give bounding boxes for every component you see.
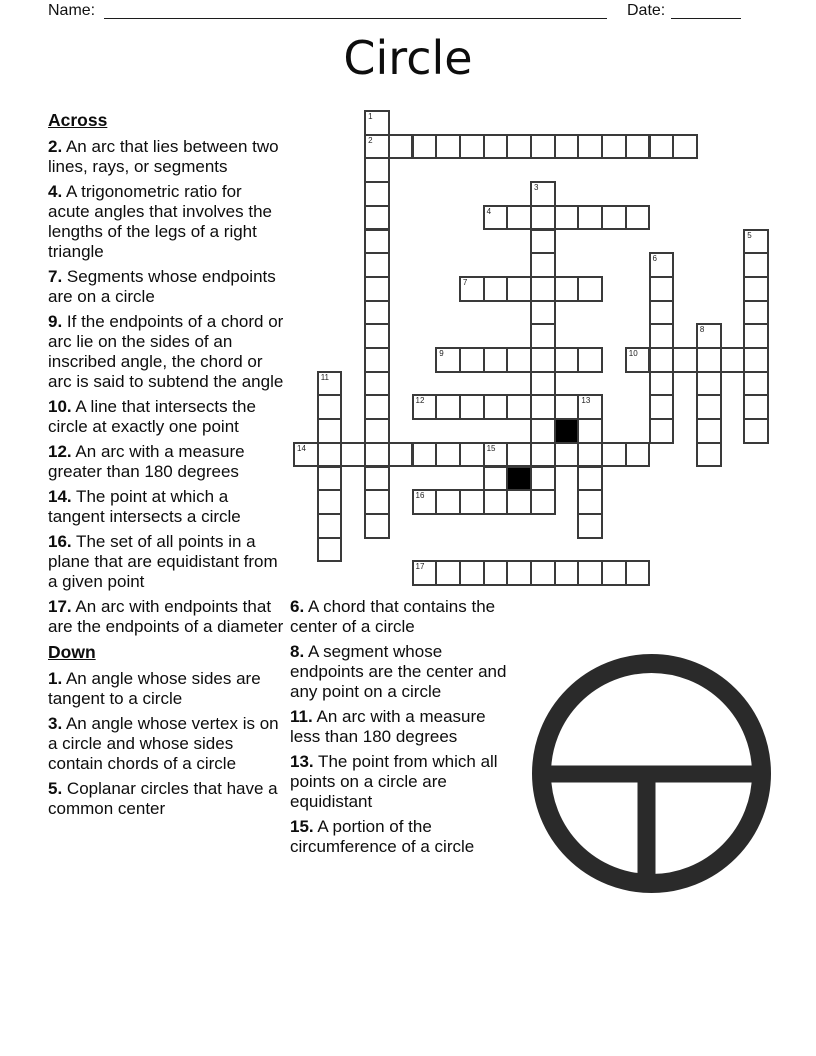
- grid-cell-r13c12[interactable]: [577, 418, 603, 444]
- clue-text: A line that intersects the circle at exactly one point: [48, 397, 256, 436]
- grid-cell-r12c15[interactable]: [649, 394, 675, 420]
- clue-text: An angle whose sides are tangent to a circle: [48, 669, 261, 708]
- clue-number: 8.: [290, 642, 305, 661]
- grid-cell-r4c12[interactable]: [577, 205, 603, 231]
- grid-cell-r10c18[interactable]: [720, 347, 746, 373]
- cell-number-6: 6: [652, 254, 657, 264]
- grid-cell-r9c15[interactable]: [649, 323, 675, 349]
- grid-cell-r19c11[interactable]: [554, 560, 580, 586]
- grid-cell-r5c19[interactable]: [743, 229, 769, 255]
- down-clue-list-part1: [48, 669, 286, 819]
- grid-cell-r6c3[interactable]: [364, 252, 390, 278]
- clue-text: A segment whose endpoints are the center and any point on a circle: [290, 642, 507, 701]
- grid-cell-r12c17[interactable]: [696, 394, 722, 420]
- grid-cell-r15c12[interactable]: [577, 466, 603, 492]
- grid-cell-r14c4[interactable]: [388, 442, 414, 468]
- grid-cell-r12c3[interactable]: [364, 394, 390, 420]
- circle-diameter-radius-figure-icon: [531, 653, 772, 894]
- grid-cell-r14c6[interactable]: [435, 442, 461, 468]
- grid-cell-r10c17[interactable]: [696, 347, 722, 373]
- grid-cell-r6c19[interactable]: [743, 252, 769, 278]
- clue-text: An arc with a measure greater than 180 degrees: [48, 442, 245, 481]
- grid-cell-r14c2[interactable]: [340, 442, 366, 468]
- grid-cell-r16c10[interactable]: [530, 489, 556, 515]
- grid-cell-r12c19[interactable]: [743, 394, 769, 420]
- clue-number: 12.: [48, 442, 72, 461]
- grid-cell-r9c17[interactable]: [696, 323, 722, 349]
- cell-number-16: 16: [415, 491, 425, 501]
- grid-cell-r14c17[interactable]: [696, 442, 722, 468]
- grid-cell-r16c5[interactable]: [412, 489, 438, 515]
- date-label: Date:: [627, 2, 666, 19]
- grid-cell-r4c11[interactable]: [554, 205, 580, 231]
- grid-cell-r7c7[interactable]: [459, 276, 485, 302]
- clue-item-8: [290, 642, 518, 702]
- grid-cell-r13c3[interactable]: [364, 418, 390, 444]
- grid-cell-r15c8[interactable]: [483, 466, 509, 492]
- grid-cell-r12c6[interactable]: [435, 394, 461, 420]
- grid-cell-r0c3[interactable]: [364, 110, 390, 136]
- grid-cell-r10c12[interactable]: [577, 347, 603, 373]
- grid-cell-r11c1[interactable]: [317, 371, 343, 397]
- grid-cell-r4c9[interactable]: [506, 205, 532, 231]
- across-clue-list: [48, 137, 286, 637]
- cell-number-7: 7: [462, 277, 468, 287]
- grid-cell-r11c19[interactable]: [743, 371, 769, 397]
- clues-column-middle: [290, 597, 518, 862]
- clue-item-12: [48, 442, 286, 482]
- clue-text: If the endpoints of a chord or arc lie on the sides of an inscribed angle, the chord or arc is said to subtend the angle: [48, 312, 284, 391]
- clue-number: 6.: [290, 597, 305, 616]
- grid-cell-r11c15[interactable]: [649, 371, 675, 397]
- grid-cell-r14c14[interactable]: [625, 442, 651, 468]
- grid-cell-r6c15[interactable]: [649, 252, 675, 278]
- grid-cell-r7c15[interactable]: [649, 276, 675, 302]
- grid-cell-r10c7[interactable]: [459, 347, 485, 373]
- down-heading: Down: [48, 642, 96, 662]
- grid-cell-r17c1[interactable]: [317, 513, 343, 539]
- clue-number: 15.: [290, 817, 314, 836]
- grid-cell-r7c11[interactable]: [554, 276, 580, 302]
- grid-cell-r10c11[interactable]: [554, 347, 580, 373]
- clue-number: 13.: [290, 752, 314, 771]
- grid-cell-r2c3[interactable]: [364, 157, 390, 183]
- grid-cell-r10c19[interactable]: [743, 347, 769, 373]
- grid-cell-r16c6[interactable]: [435, 489, 461, 515]
- date-blank-line[interactable]: [671, 2, 741, 19]
- grid-cell-r19c8[interactable]: [483, 560, 509, 586]
- grid-cell-r1c15[interactable]: [649, 134, 675, 160]
- clue-number: 11.: [290, 707, 313, 726]
- grid-cell-r1c8[interactable]: [483, 134, 509, 160]
- clue-number: 4.: [48, 182, 63, 201]
- grid-cell-r1c10[interactable]: [530, 134, 556, 160]
- clue-item-16: [48, 532, 286, 592]
- cell-number-17: 17: [415, 562, 425, 572]
- grid-cell-r1c4[interactable]: [388, 134, 414, 160]
- grid-cell-r4c10[interactable]: [530, 205, 556, 231]
- grid-cell-r13c19[interactable]: [743, 418, 769, 444]
- cell-number-4: 4: [486, 206, 492, 216]
- name-label: Name:: [48, 2, 96, 19]
- across-heading: Across: [48, 110, 108, 130]
- clue-text: An arc with a measure less than 180 degrees: [290, 707, 486, 746]
- clue-item-13: [290, 752, 518, 812]
- grid-cell-r12c11[interactable]: [554, 394, 580, 420]
- grid-cell-r1c6[interactable]: [435, 134, 461, 160]
- cell-number-8: 8: [699, 325, 705, 335]
- grid-cell-r14c11[interactable]: [554, 442, 580, 468]
- grid-cell-r17c12[interactable]: [577, 513, 603, 539]
- grid-cell-r13c15[interactable]: [649, 418, 675, 444]
- clue-item-6: [290, 597, 518, 637]
- clue-number: 5.: [48, 779, 63, 798]
- clue-item-7: [48, 267, 286, 307]
- cell-number-12: 12: [415, 396, 425, 406]
- grid-cell-r10c10[interactable]: [530, 347, 556, 373]
- grid-cell-r10c8[interactable]: [483, 347, 509, 373]
- clue-item-1: [48, 669, 286, 709]
- grid-cell-r1c5[interactable]: [412, 134, 438, 160]
- grid-cell-r12c1[interactable]: [317, 394, 343, 420]
- clues-column-left: [48, 110, 286, 824]
- grid-cell-r8c10[interactable]: [530, 300, 556, 326]
- grid-cell-r19c5[interactable]: [412, 560, 438, 586]
- grid-cell-r4c3[interactable]: [364, 205, 390, 231]
- grid-cell-r19c12[interactable]: [577, 560, 603, 586]
- grid-cell-r7c10[interactable]: [530, 276, 556, 302]
- grid-cell-r8c3[interactable]: [364, 300, 390, 326]
- grid-cell-r18c1[interactable]: [317, 537, 343, 563]
- cell-number-3: 3: [534, 183, 539, 193]
- clue-text: Coplanar circles that have a common center: [48, 779, 278, 818]
- grid-cell-r11c17[interactable]: [696, 371, 722, 397]
- grid-cell-r1c14[interactable]: [625, 134, 651, 160]
- grid-cell-r5c3[interactable]: [364, 229, 390, 255]
- grid-cell-r1c11[interactable]: [554, 134, 580, 160]
- cell-number-15: 15: [486, 443, 496, 453]
- grid-cell-r9c10[interactable]: [530, 323, 556, 349]
- grid-cell-r19c14[interactable]: [625, 560, 651, 586]
- grid-cell-r1c13[interactable]: [601, 134, 627, 160]
- clue-item-5: [48, 779, 286, 819]
- grid-cell-r1c7[interactable]: [459, 134, 485, 160]
- clue-number: 14.: [48, 487, 72, 506]
- grid-cell-r1c12[interactable]: [577, 134, 603, 160]
- clue-text: A trigonometric ratio for acute angles that involves the lengths of the legs of a right triangle: [48, 182, 272, 261]
- clue-number: 9.: [48, 312, 63, 331]
- grid-cell-r16c3[interactable]: [364, 489, 390, 515]
- grid-cell-r10c14[interactable]: [625, 347, 651, 373]
- black-cell: [554, 418, 580, 444]
- grid-cell-r11c10[interactable]: [530, 371, 556, 397]
- clue-text: The point from which all points on a circle are equidistant: [290, 752, 498, 811]
- clue-item-4: [48, 182, 286, 262]
- grid-cell-r16c7[interactable]: [459, 489, 485, 515]
- grid-cell-r19c9[interactable]: [506, 560, 532, 586]
- clue-item-17: [48, 597, 286, 637]
- grid-cell-r10c16[interactable]: [672, 347, 698, 373]
- clue-item-3: [48, 714, 286, 774]
- grid-cell-r16c9[interactable]: [506, 489, 532, 515]
- grid-cell-r4c13[interactable]: [601, 205, 627, 231]
- name-blank-line[interactable]: [104, 2, 607, 19]
- grid-cell-r10c3[interactable]: [364, 347, 390, 373]
- grid-cell-r12c10[interactable]: [530, 394, 556, 420]
- grid-cell-r19c6[interactable]: [435, 560, 461, 586]
- grid-cell-r8c19[interactable]: [743, 300, 769, 326]
- grid-cell-r14c7[interactable]: [459, 442, 485, 468]
- grid-cell-r19c7[interactable]: [459, 560, 485, 586]
- clue-item-10: [48, 397, 286, 437]
- clue-text: An angle whose vertex is on a circle and whose sides contain chords of a circle: [48, 714, 279, 773]
- grid-cell-r10c15[interactable]: [649, 347, 675, 373]
- clue-item-14: [48, 487, 286, 527]
- grid-cell-r14c12[interactable]: [577, 442, 603, 468]
- grid-cell-r14c3[interactable]: [364, 442, 390, 468]
- clue-text: The point at which a tangent intersects a circle: [48, 487, 241, 526]
- cell-number-10: 10: [628, 349, 638, 358]
- grid-cell-r1c9[interactable]: [506, 134, 532, 160]
- grid-cell-r13c10[interactable]: [530, 418, 556, 444]
- grid-cell-r13c17[interactable]: [696, 418, 722, 444]
- grid-cell-r3c10[interactable]: [530, 181, 556, 207]
- grid-cell-r13c1[interactable]: [317, 418, 343, 444]
- clue-number: 16.: [48, 532, 72, 551]
- grid-cell-r9c3[interactable]: [364, 323, 390, 349]
- grid-cell-r14c10[interactable]: [530, 442, 556, 468]
- grid-cell-r1c3[interactable]: [364, 134, 390, 160]
- clue-number: 7.: [48, 267, 63, 286]
- grid-cell-r14c0[interactable]: [293, 442, 319, 468]
- clue-number: 10.: [48, 397, 72, 416]
- black-cell: [506, 466, 532, 492]
- grid-cell-r16c8[interactable]: [483, 489, 509, 515]
- clue-item-15: [290, 817, 518, 857]
- grid-cell-r14c8[interactable]: [483, 442, 509, 468]
- clue-text: A portion of the circumference of a circle: [290, 817, 475, 856]
- grid-cell-r15c10[interactable]: [530, 466, 556, 492]
- grid-cell-r7c8[interactable]: [483, 276, 509, 302]
- clue-number: 17.: [48, 597, 72, 616]
- grid-cell-r14c9[interactable]: [506, 442, 532, 468]
- grid-cell-r12c7[interactable]: [459, 394, 485, 420]
- grid-cell-r19c13[interactable]: [601, 560, 627, 586]
- cell-number-5: 5: [747, 230, 752, 240]
- clue-item-11: [290, 707, 518, 747]
- grid-cell-r14c1[interactable]: [317, 442, 343, 468]
- clue-text: An arc with endpoints that are the endpoints of a diameter: [48, 597, 284, 636]
- grid-cell-r16c12[interactable]: [577, 489, 603, 515]
- clue-item-2: [48, 137, 286, 177]
- clue-text: An arc that lies between two lines, rays, or segments: [48, 137, 279, 176]
- grid-cell-r12c9[interactable]: [506, 394, 532, 420]
- cell-number-9: 9: [439, 349, 444, 358]
- clue-number: 1.: [48, 669, 63, 688]
- grid-cell-r8c15[interactable]: [649, 300, 675, 326]
- grid-cell-r14c5[interactable]: [412, 442, 438, 468]
- grid-cell-r4c14[interactable]: [625, 205, 651, 231]
- grid-cell-r5c10[interactable]: [530, 229, 556, 255]
- grid-cell-r16c1[interactable]: [317, 489, 343, 515]
- grid-cell-r9c19[interactable]: [743, 323, 769, 349]
- grid-cell-r12c8[interactable]: [483, 394, 509, 420]
- clue-text: The set of all points in a plane that are equidistant from a given point: [48, 532, 278, 591]
- grid-cell-r6c10[interactable]: [530, 252, 556, 278]
- clue-text: A chord that contains the center of a circle: [290, 597, 496, 636]
- grid-cell-r15c3[interactable]: [364, 466, 390, 492]
- clue-item-9: [48, 312, 286, 392]
- grid-cell-r12c12[interactable]: [577, 394, 603, 420]
- clue-text: Segments whose endpoints are on a circle: [48, 267, 276, 306]
- cell-number-14: 14: [297, 443, 306, 453]
- grid-cell-r10c9[interactable]: [506, 347, 532, 373]
- grid-cell-r15c1[interactable]: [317, 466, 343, 492]
- grid-cell-r14c13[interactable]: [601, 442, 627, 468]
- cell-number-13: 13: [581, 396, 591, 406]
- grid-cell-r4c8[interactable]: [483, 205, 509, 231]
- grid-cell-r17c3[interactable]: [364, 513, 390, 539]
- grid-cell-r11c3[interactable]: [364, 371, 390, 397]
- grid-cell-r7c19[interactable]: [743, 276, 769, 302]
- cell-number-1: 1: [368, 112, 373, 121]
- grid-cell-r7c12[interactable]: [577, 276, 603, 302]
- down-clue-list-part2: [290, 597, 518, 857]
- grid-cell-r7c9[interactable]: [506, 276, 532, 302]
- grid-cell-r7c3[interactable]: [364, 276, 390, 302]
- clue-number: 2.: [48, 137, 63, 156]
- grid-cell-r1c16[interactable]: [672, 134, 698, 160]
- grid-cell-r12c5[interactable]: [412, 394, 438, 420]
- page-title: Circle: [343, 31, 473, 85]
- clue-number: 3.: [48, 714, 63, 733]
- grid-cell-r3c3[interactable]: [364, 181, 390, 207]
- grid-cell-r19c10[interactable]: [530, 560, 556, 586]
- grid-cell-r10c6[interactable]: [435, 347, 461, 373]
- cell-number-11: 11: [320, 372, 329, 382]
- cell-number-2: 2: [368, 135, 373, 145]
